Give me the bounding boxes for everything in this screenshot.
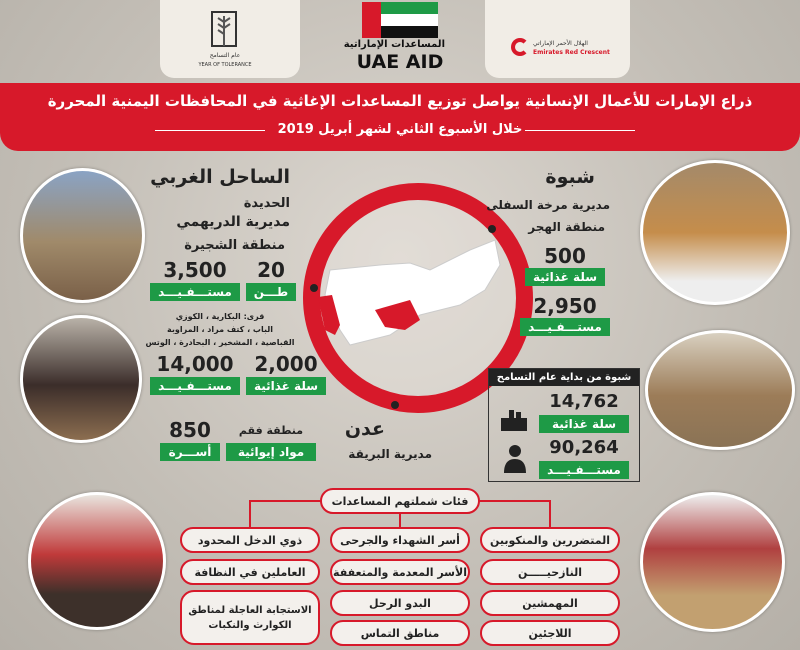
- photo-camel: [645, 330, 795, 450]
- stat-value: 3,500: [163, 258, 227, 282]
- stat-label: سلة غذائية: [246, 377, 326, 395]
- stat-value: 2,000: [254, 352, 318, 376]
- divider: [155, 130, 265, 131]
- stat-label: سلة غذائية: [525, 268, 605, 286]
- cumulative-box: [488, 368, 640, 482]
- photo-aid-distribution-1: [20, 168, 145, 303]
- category-item: مناطق التماس: [330, 620, 470, 646]
- stat-label: مستـــفـيـــد: [539, 461, 629, 479]
- stat-label: أســـرة: [160, 443, 220, 461]
- area: منطقة فقم: [238, 424, 304, 437]
- category-item: الأسر المعدمة والمتعففة: [330, 559, 470, 585]
- area: منطقة الهجر: [528, 220, 605, 234]
- category-item: أسر الشهداء والجرحى: [330, 527, 470, 553]
- stat-value: 2,950: [533, 294, 597, 318]
- tolerance-text-en: YEAR OF TOLERANCE: [198, 62, 252, 68]
- governorate: الحديدة: [243, 196, 290, 211]
- tolerance-text: عام التسامح: [209, 52, 241, 59]
- cumulative-title: شبوة من بداية عام التسامح: [489, 369, 639, 386]
- category-item: المتضررين والمنكوبين: [480, 527, 620, 553]
- villages-line: الباب ، كتف مراد ، المراوبة: [167, 325, 273, 334]
- red-crescent-arabic: الهلال الأحمر الإماراتي: [533, 40, 588, 47]
- red-crescent-logo: [485, 0, 630, 78]
- red-crescent-english: Emirates Red Crescent: [533, 49, 610, 56]
- year-of-tolerance-logo: [160, 0, 300, 78]
- district: مديرية مرخة السفلى: [486, 198, 610, 212]
- shabwa-title: شبوة: [545, 166, 595, 188]
- connector: [549, 500, 551, 528]
- west-coast-title: الساحل الغربي: [150, 166, 290, 188]
- villages-line: القباصية ، المشخير ، البحادرة ، الوتس: [145, 338, 295, 347]
- connector: [249, 500, 251, 528]
- photo-women-distribution: [20, 315, 142, 443]
- stat-value: 90,264: [549, 437, 619, 458]
- stat-value: 500: [544, 244, 586, 268]
- villages-line: قرى: البكارية ، الكوزي: [175, 312, 265, 321]
- uae-aid-logo: [343, 2, 445, 73]
- stat-value: 14,762: [549, 391, 619, 412]
- category-item: الاستجابة العاجلة لمناطق الكوارث والنكبات: [180, 590, 320, 645]
- photo-food-baskets: [640, 492, 785, 632]
- uae-aid-english: UAE AID: [356, 51, 444, 73]
- stat-value: 14,000: [156, 352, 234, 376]
- basket-icon: [499, 409, 529, 433]
- category-item: النازحيـــــن: [480, 559, 620, 585]
- uae-aid-arabic: المساعدات الإماراتية: [343, 39, 445, 50]
- district: مديرية الدريهمي: [176, 214, 290, 230]
- stat-value: 20: [257, 258, 285, 282]
- divider: [525, 130, 635, 131]
- wheat-icon: [210, 10, 240, 48]
- main-title: ذراع الإمارات للأعمال الإنسانية يواصل توزيع المساعدات الإغاثية في المحافظات اليمنية المحررة: [47, 92, 753, 110]
- area: منطقة الشجيرة: [184, 238, 285, 253]
- marker-aden: [391, 401, 399, 409]
- stat-label: سلة غذائية: [539, 415, 629, 433]
- photo-team-group: [28, 492, 166, 630]
- uae-flag-icon: [362, 2, 438, 38]
- subtitle: خلال الأسبوع الثاني لشهر أبريل 2019: [277, 122, 523, 137]
- category-item: ذوي الدخل المحدود: [180, 527, 320, 553]
- crescent-icon: [511, 38, 529, 56]
- category-item: البدو الرحل: [330, 590, 470, 616]
- district: مديرية البريقة: [348, 447, 432, 461]
- category-item: المهمشين: [480, 590, 620, 616]
- stat-label: مواد إيوائية: [226, 443, 316, 461]
- stat-label: طـــن: [246, 283, 296, 301]
- stat-value: 850: [169, 418, 211, 442]
- category-item: اللاجئين: [480, 620, 620, 646]
- marker-west: [310, 284, 318, 292]
- stat-label: مستـــفـيـــد: [520, 318, 610, 336]
- stat-label: مستـــفـيـــد: [150, 283, 240, 301]
- yemen-map: [310, 235, 510, 355]
- person-icon: [503, 443, 527, 473]
- aden-title: عدن: [344, 418, 385, 440]
- categories-title: فئات شملتهم المساعدات: [320, 488, 480, 514]
- category-item: العاملين في النظافة: [180, 559, 320, 585]
- photo-child: [640, 160, 790, 305]
- title-banner: [0, 83, 800, 151]
- villages-list: [135, 310, 305, 349]
- stat-label: مستـــفـيـــد: [150, 377, 240, 395]
